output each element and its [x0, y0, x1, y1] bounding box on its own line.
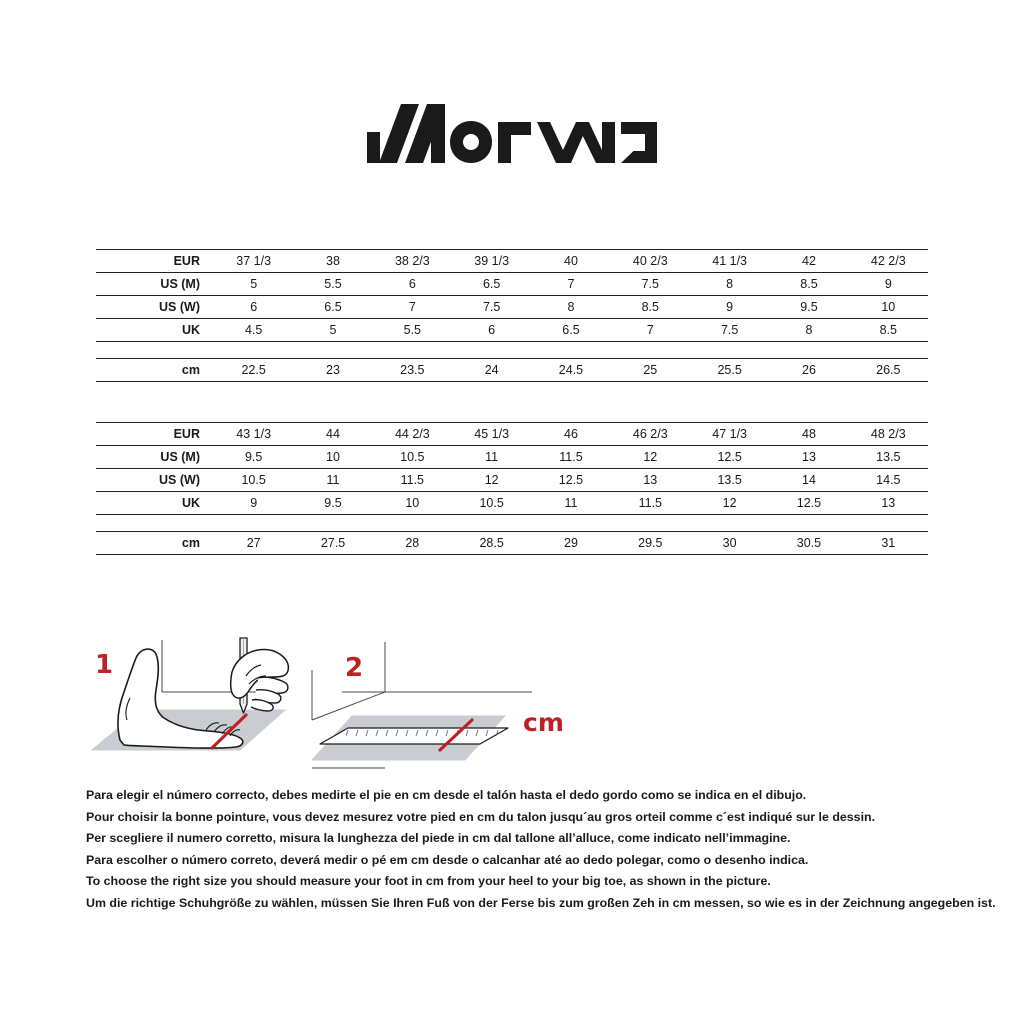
table-cell: 6.5	[452, 273, 531, 296]
table-cell: 5	[293, 319, 372, 342]
spacer-cell	[690, 342, 769, 359]
table-cell: 11.5	[611, 492, 690, 515]
table-cell: 11	[293, 469, 372, 492]
row-label-us-w: US (W)	[96, 296, 214, 319]
table-row	[96, 319, 928, 342]
table-cell: 41 1/3	[690, 250, 769, 273]
table-cell: 11	[531, 492, 610, 515]
spacer-cell	[214, 342, 293, 359]
table-cell: 29	[531, 532, 610, 555]
table-row	[96, 469, 928, 492]
table-cell: 13	[611, 469, 690, 492]
illustration-svg	[80, 620, 600, 785]
row-label-us-m: US (M)	[96, 273, 214, 296]
table-cell: 26.5	[849, 359, 928, 382]
table-cell: 13	[849, 492, 928, 515]
table-cell: 25	[611, 359, 690, 382]
spacer-cell	[96, 515, 214, 532]
table-cell: 42 2/3	[849, 250, 928, 273]
table-cell: 48	[769, 423, 848, 446]
row-label-cm: cm	[96, 532, 214, 555]
table-cell: 10	[293, 446, 372, 469]
table-cell: 48 2/3	[849, 423, 928, 446]
table-cell: 28.5	[452, 532, 531, 555]
instruction-line-fr: Pour choisir la bonne pointure, vous devez mesurez votre pied en cm du talon jusqu´au gros orteil comme c´est indiqué sur le dessin.	[86, 809, 876, 824]
table-cell: 27.5	[293, 532, 372, 555]
table-cell: 40	[531, 250, 610, 273]
table-cell: 28	[373, 532, 452, 555]
table-cell: 30	[690, 532, 769, 555]
table-cell: 12	[690, 492, 769, 515]
row-label-us-w: US (W)	[96, 469, 214, 492]
table-row	[96, 492, 928, 515]
spacer-cell	[769, 342, 848, 359]
table-cell: 9	[690, 296, 769, 319]
spacer-cell	[849, 515, 928, 532]
spacer-cell	[769, 515, 848, 532]
measuring-illustration	[80, 620, 600, 785]
step-2-number: 2	[345, 653, 364, 683]
table-cell: 8	[769, 319, 848, 342]
table-cell: 12	[452, 469, 531, 492]
spacer-cell	[452, 515, 531, 532]
row-label-uk: UK	[96, 492, 214, 515]
table-cell: 39 1/3	[452, 250, 531, 273]
table-cell: 10	[849, 296, 928, 319]
table-cell: 14.5	[849, 469, 928, 492]
row-label-cm: cm	[96, 359, 214, 382]
row-label-eur: EUR	[96, 250, 214, 273]
table-row	[96, 423, 928, 446]
table-cell: 11.5	[531, 446, 610, 469]
table-cell: 8.5	[611, 296, 690, 319]
table-row	[96, 532, 928, 555]
spacer-cell	[293, 515, 372, 532]
table-cell: 9.5	[769, 296, 848, 319]
table-cell: 30.5	[769, 532, 848, 555]
table-cell: 38 2/3	[373, 250, 452, 273]
table-cell: 9	[214, 492, 293, 515]
table-cell: 5.5	[293, 273, 372, 296]
table-cell: 44 2/3	[373, 423, 452, 446]
table-cell: 7.5	[690, 319, 769, 342]
spacer-cell	[611, 515, 690, 532]
table-cell: 25.5	[690, 359, 769, 382]
table-row	[96, 296, 928, 319]
table-cell: 12.5	[769, 492, 848, 515]
table-cell: 14	[769, 469, 848, 492]
table-cell: 13.5	[690, 469, 769, 492]
table-cell: 46	[531, 423, 610, 446]
table-row	[96, 446, 928, 469]
cm-unit-label: cm	[523, 708, 564, 737]
table-row	[96, 359, 928, 382]
table-cell: 10.5	[214, 469, 293, 492]
table-cell: 10.5	[452, 492, 531, 515]
table-cell: 23.5	[373, 359, 452, 382]
table-cell: 37 1/3	[214, 250, 293, 273]
table-cell: 10	[373, 492, 452, 515]
table-cell: 6	[452, 319, 531, 342]
table-cell: 47 1/3	[690, 423, 769, 446]
table-cell: 8	[531, 296, 610, 319]
table-cell: 9.5	[214, 446, 293, 469]
instruction-line-pt: Para escolher o número correto, deverá medir o pé em cm desde o calcanhar até ao dedo polegar, como o desenho indica.	[86, 852, 809, 867]
table-cell: 13.5	[849, 446, 928, 469]
table-cell: 7	[611, 319, 690, 342]
table-cell: 6	[214, 296, 293, 319]
table-cell: 45 1/3	[452, 423, 531, 446]
table-cell: 40 2/3	[611, 250, 690, 273]
instructions-block	[86, 788, 996, 917]
instruction-line-en: To choose the right size you should measure your foot in cm from your heel to your big toe, as shown in the picture.	[86, 874, 771, 888]
table-cell: 7	[373, 296, 452, 319]
table-cell: 10.5	[373, 446, 452, 469]
row-label-us-m: US (M)	[96, 446, 214, 469]
table-row	[96, 250, 928, 273]
table-cell: 9.5	[293, 492, 372, 515]
table-cell: 6.5	[293, 296, 372, 319]
table-cell: 24.5	[531, 359, 610, 382]
table-cell: 44	[293, 423, 372, 446]
table-cell: 4.5	[214, 319, 293, 342]
table-cell: 7	[531, 273, 610, 296]
table-cell: 9	[849, 273, 928, 296]
table-cell: 26	[769, 359, 848, 382]
table-cell: 29.5	[611, 532, 690, 555]
table-cell: 43 1/3	[214, 423, 293, 446]
table-cell: 12.5	[690, 446, 769, 469]
table-cell: 8.5	[769, 273, 848, 296]
step-1-number: 1	[95, 650, 114, 680]
spacer-cell	[373, 342, 452, 359]
table-spacer-row	[96, 515, 928, 532]
size-table-1	[96, 249, 928, 382]
table-cell: 6	[373, 273, 452, 296]
brand-logo	[0, 104, 1024, 171]
table-cell: 22.5	[214, 359, 293, 382]
table-cell: 24	[452, 359, 531, 382]
spacer-cell	[214, 515, 293, 532]
table-cell: 46 2/3	[611, 423, 690, 446]
spacer-cell	[452, 342, 531, 359]
spacer-cell	[96, 342, 214, 359]
spacer-cell	[531, 515, 610, 532]
spacer-cell	[373, 515, 452, 532]
spacer-cell	[531, 342, 610, 359]
table-cell: 7.5	[611, 273, 690, 296]
table-cell: 8	[690, 273, 769, 296]
table-cell: 12	[611, 446, 690, 469]
size-table-2	[96, 422, 928, 555]
table-cell: 11.5	[373, 469, 452, 492]
normal-logo-mark	[367, 104, 657, 166]
table-cell: 13	[769, 446, 848, 469]
table-cell: 27	[214, 532, 293, 555]
table-cell: 12.5	[531, 469, 610, 492]
step-1-diagram	[92, 638, 288, 750]
row-label-uk: UK	[96, 319, 214, 342]
table-cell: 31	[849, 532, 928, 555]
spacer-cell	[293, 342, 372, 359]
table-spacer-row	[96, 342, 928, 359]
instruction-line-es: Para elegir el número correcto, debes medirte el pie en cm desde el talón hasta el dedo gordo como se indica en el dibujo.	[86, 788, 807, 802]
table-cell: 5.5	[373, 319, 452, 342]
instruction-line-it: Per scegliere il numero corretto, misura la lunghezza del piede in cm dal tallone all’alluce, come indicato nell’immagine.	[86, 831, 791, 845]
table-cell: 6.5	[531, 319, 610, 342]
table-row	[96, 273, 928, 296]
spacer-cell	[690, 515, 769, 532]
table-cell: 42	[769, 250, 848, 273]
spacer-cell	[611, 342, 690, 359]
table-cell: 23	[293, 359, 372, 382]
table-cell: 5	[214, 273, 293, 296]
table-cell: 8.5	[849, 319, 928, 342]
instruction-line-de: Um die richtige Schuhgröße zu wählen, müssen Sie Ihren Fuß von der Ferse bis zum großen Zeh in cm messen, so wie es in der Zeichnung angegeben ist.	[86, 895, 996, 910]
table-cell: 38	[293, 250, 372, 273]
table-cell: 11	[452, 446, 531, 469]
spacer-cell	[849, 342, 928, 359]
table-cell: 7.5	[452, 296, 531, 319]
row-label-eur: EUR	[96, 423, 214, 446]
